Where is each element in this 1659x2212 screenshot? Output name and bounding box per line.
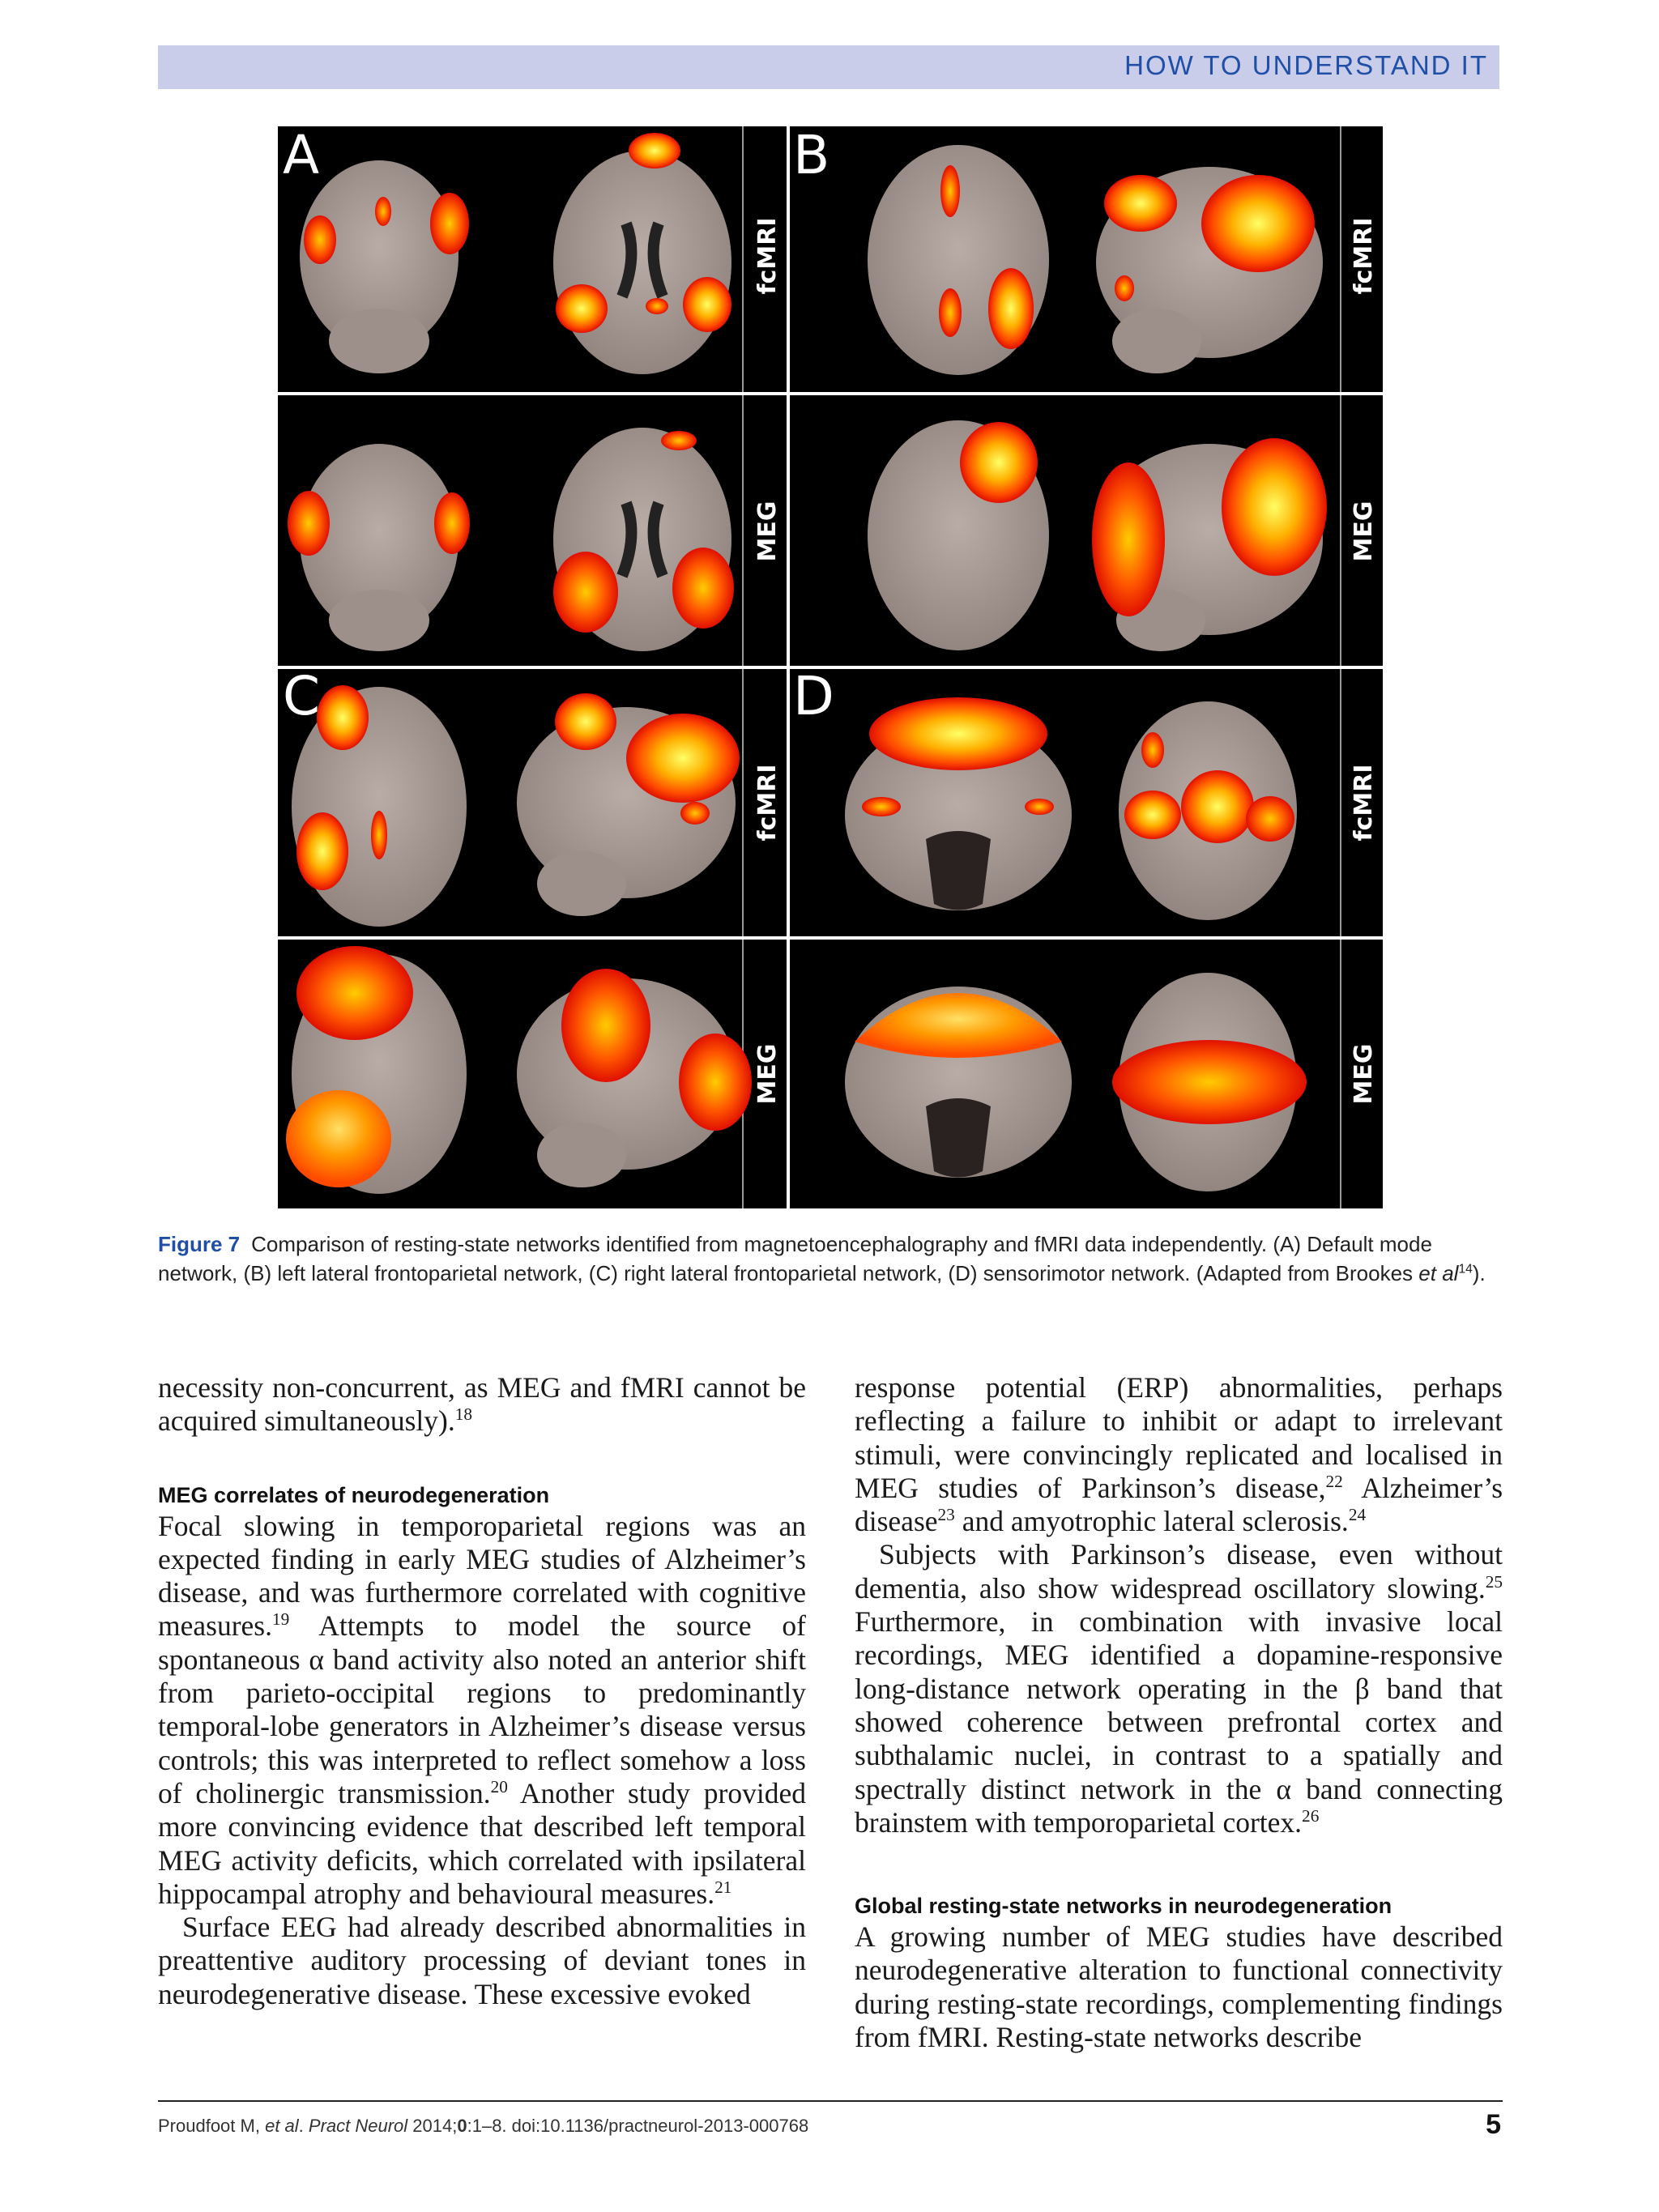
section-banner [158, 45, 1499, 89]
figure-label: Figure 7 [158, 1232, 241, 1256]
footer-separator: . [298, 2116, 309, 2136]
footer-doi: :1–8. doi:10.1136/practneurol-2013-000768 [467, 2116, 809, 2136]
modality-label-c-meg: MEG [753, 1043, 782, 1105]
caption-end: ). [1472, 1261, 1486, 1285]
left-paragraph-2 [158, 1510, 806, 1912]
left-p1-text: necessity non-concurrent, as MEG and fMRI cannot be acquired simultaneously). [158, 1371, 806, 1438]
caption-ref: 14 [1458, 1262, 1473, 1276]
footer-volume: 0 [457, 2116, 467, 2136]
modality-label-a-fcmri: fcMRI [753, 217, 782, 295]
citation-ref: 18 [454, 1404, 473, 1425]
section-heading-global-networks: Global resting-state networks in neurodegeneration [855, 1894, 1392, 1919]
right-p2-text-b: Furthermore, in combination with invasive local recordings, MEG identified a dopamine-responsive long-distance network operating in the β band that showed coherence between prefrontal cortex and subthalamic nuclei, in contrast to a spatially and spectrally distinct network in the α band connecting brainstem with temporoparietal cortex. [855, 1605, 1503, 1839]
panel-label-b: B [793, 126, 830, 186]
modality-label-c-fcmri: fcMRI [753, 764, 782, 842]
figure-7-image [278, 126, 1383, 1208]
citation-ref: 21 [714, 1877, 732, 1898]
citation-ref: 20 [490, 1777, 508, 1797]
page-number: 5 [1486, 2109, 1501, 2140]
panel-label-d: D [793, 665, 834, 727]
brain-network-panels [278, 126, 1383, 1208]
right-p1-text-b: Alzheimer’s disease [855, 1471, 1503, 1538]
left-paragraph-1 [158, 1371, 806, 1438]
right-p1-text-a: response potential (ERP) abnormalities, perhaps reflecting a failure to inhibit or adapt to irrelevant stimuli, were convincingly replicated and localised in MEG studies of Parkinson’s disease, [855, 1371, 1503, 1504]
footer-etal: et al [265, 2116, 299, 2136]
footer-citation [158, 2116, 808, 2137]
modality-label-d-fcmri: fcMRI [1350, 764, 1378, 842]
panel-label-c: C [283, 665, 321, 727]
figure-caption [158, 1230, 1503, 1288]
citation-ref: 25 [1485, 1571, 1503, 1592]
citation-ref: 22 [1325, 1472, 1343, 1492]
right-p2-text-a: Subjects with Parkinson’s disease, even without dementia, also show widespread oscillatory slowing. [855, 1538, 1503, 1605]
caption-etal: et al [1418, 1261, 1459, 1285]
left-paragraph-3: Surface EEG had already described abnormalities in preattentive auditory processing of deviant tones in neurodegenerative disease. These excessive evoked [158, 1911, 806, 2010]
footer-authors: Proudfoot M, [158, 2116, 266, 2136]
right-paragraph-1 [855, 1371, 1503, 1538]
modality-label-a-meg: MEG [753, 501, 782, 562]
citation-ref: 23 [937, 1505, 955, 1525]
footer-year: 2014; [407, 2116, 458, 2136]
left-p2-text-a: Focal slowing in temporoparietal regions was an expected finding in early MEG studies of Alzheimer’s disease, and was furthermore correlated with cognitive measures. [158, 1509, 806, 1643]
footer-journal: Pract Neurol [308, 2116, 408, 2136]
modality-label-b-fcmri: fcMRI [1350, 217, 1378, 295]
section-title: HOW TO UNDERSTAND IT [1124, 50, 1488, 80]
right-paragraph-3: A growing number of MEG studies have described neurodegenerative alteration to functional connectivity during resting-state recordings, complementing findings from fMRI. Resting-state networks describe [855, 1920, 1503, 2054]
footer-divider [158, 2100, 1503, 2102]
left-p2-text-c: Another study provided more convincing evidence that described left temporal MEG activity deficits, which correlated with ipsilateral hippocampal atrophy and behavioural measures. [158, 1776, 806, 1910]
right-paragraph-2 [855, 1538, 1503, 1839]
caption-text: Comparison of resting-state networks identified from magnetoencephalography and fMRI data independently. (A) Default mode network, (B) left lateral frontoparietal network, (C) right lateral frontoparietal network, (D) sensorimotor network. (Adapted from Brookes [158, 1232, 1432, 1285]
citation-ref: 24 [1348, 1505, 1367, 1525]
right-column [855, 1371, 1503, 2054]
left-column [158, 1371, 806, 2011]
citation-ref: 19 [271, 1609, 290, 1630]
citation-ref: 26 [1302, 1806, 1320, 1826]
section-heading-meg-correlates: MEG correlates of neurodegeneration [158, 1482, 550, 1507]
modality-label-d-meg: MEG [1350, 1043, 1378, 1105]
left-p2-text-b: Attempts to model the source of spontaneous α band activity also noted an anterior shift from parieto-occipital regions to predominantly temporal-lobe generators in Alzheimer’s disease versus controls; this was interpreted to reflect somehow a loss of cholinergic transmission. [158, 1609, 806, 1809]
right-p1-text-c: and amyotrophic lateral sclerosis. [954, 1505, 1349, 1538]
modality-label-b-meg: MEG [1350, 501, 1378, 562]
panel-label-a: A [283, 126, 320, 186]
